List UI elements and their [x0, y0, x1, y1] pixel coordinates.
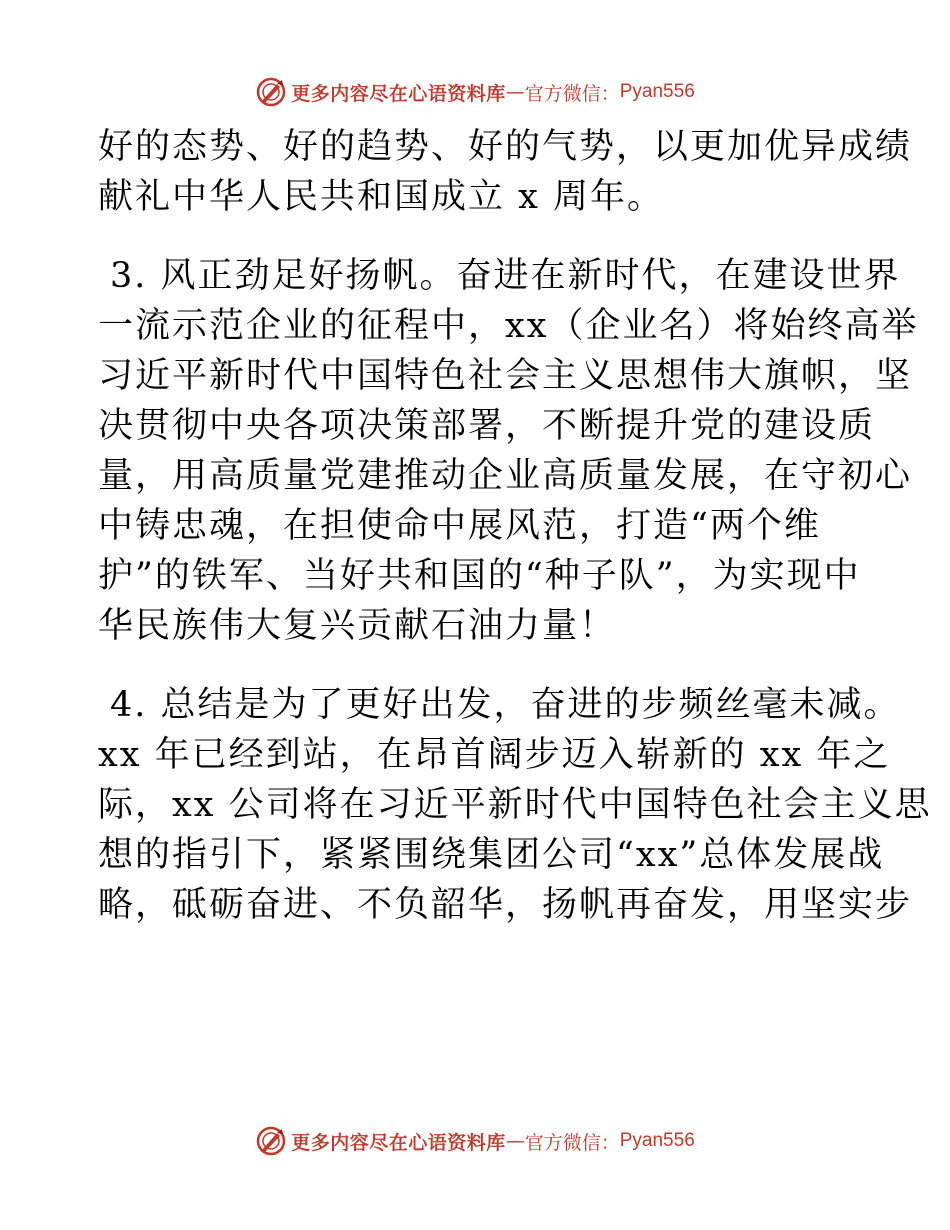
footer-wechat-label: 官方微信：	[524, 1131, 620, 1154]
header-wechat-id: Pyan556	[619, 81, 695, 102]
document-body	[98, 122, 932, 930]
pen-logo-icon	[255, 1125, 287, 1157]
paragraph-3	[98, 680, 932, 930]
text-line: 一流示范企业的征程中，xx（企业名）将始终高举	[98, 306, 919, 346]
text-line: 中铸忠魂，在担使命中展风范，打造“两个维	[98, 506, 821, 546]
paragraph-2	[98, 251, 919, 651]
text-line: 华民族伟大复兴贡献石油力量！	[98, 606, 617, 646]
text-line: 想的指引下，紧紧围绕集团公司“xx”总体发展战	[98, 835, 885, 875]
header-watermark	[0, 72, 950, 112]
paragraph-1	[98, 122, 913, 222]
footer-wechat-id: Pyan556	[619, 1130, 695, 1151]
footer-separator: —	[505, 1130, 525, 1152]
text-line: 4. 总结是为了更好出发，奋进的步频丝毫未减。	[110, 685, 901, 725]
text-line: 3. 风正劲足好扬帆。奋进在新时代，在建设世界	[110, 256, 901, 296]
pen-logo-icon	[255, 76, 287, 108]
text-line: 际，xx 公司将在习近平新时代中国特色社会主义思	[98, 785, 932, 825]
header-separator: —	[505, 81, 525, 103]
text-line: 量，用高质量党建推动企业高质量发展，在守初心	[98, 456, 913, 496]
text-line: 决贯彻中央各项决策部署，不断提升党的建设质	[98, 406, 876, 446]
text-line: xx 年已经到站，在昂首阔步迈入崭新的 xx 年之	[98, 735, 891, 775]
footer-site-text: 更多内容尽在心语资料库	[291, 1131, 506, 1154]
text-line: 习近平新时代中国特色社会主义思想伟大旗帜，坚	[98, 356, 913, 396]
footer-watermark	[0, 1121, 950, 1161]
text-line: 好的态势、好的趋势、好的气势，以更加优异成绩	[98, 127, 913, 167]
text-line: 护”的铁军、当好共和国的“种子队”，为实现中	[98, 556, 861, 596]
text-line: 略，砥砺奋进、不负韶华，扬帆再奋发，用坚实步	[98, 885, 913, 925]
header-wechat-label: 官方微信：	[524, 82, 620, 105]
text-line: 献礼中华人民共和国成立 x 周年。	[98, 177, 664, 217]
header-site-text: 更多内容尽在心语资料库	[291, 82, 506, 105]
